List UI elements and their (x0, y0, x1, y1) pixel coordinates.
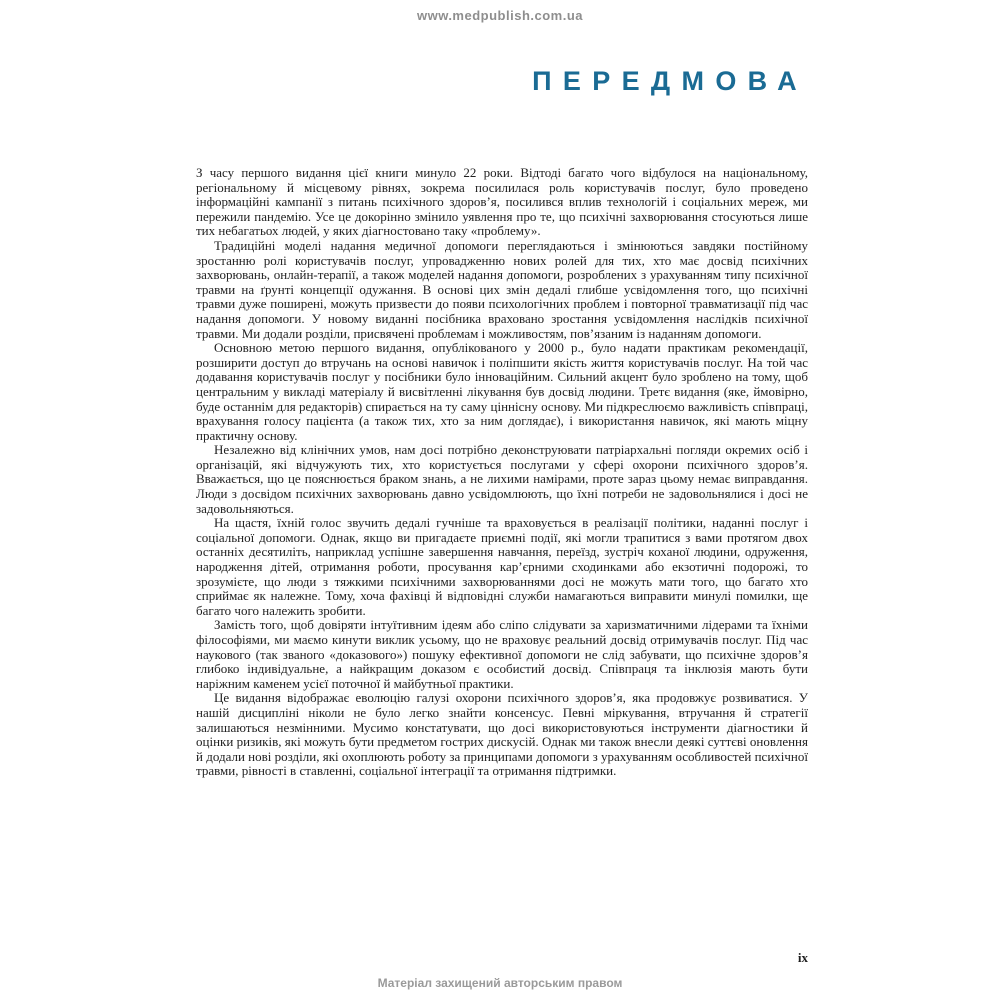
copyright-notice: Матеріал захищений авторським правом (377, 976, 623, 990)
preface-body (196, 166, 808, 779)
paragraph: З часу першого видання цієї книги минуло 22 роки. Відтоді багато чого відбулося на національному, регіональному й місцевому рівнях, зокрема посилилася роль користувачів послуг, було проведено інформаційні кампанії з питань психічного здоров’я, посилився вплив технологій і соціальних мереж, ми пережили пандемію. Усе це докорінно змінило уявлення про те, що психічні захворювання стосуються лише тих небагатьох людей, у яких діагностовано таку «проблему». (196, 165, 808, 239)
publisher-url: www.medpublish.com.ua (416, 8, 584, 23)
page-number: ix (797, 950, 808, 965)
paragraph: На щастя, їхній голос звучить дедалі гучніше та враховується в реалізації політики, наданні послуг і соціальної допомоги. Однак, якщо ви пригадаєте приємні події, які могли трапитися з вами протягом двох останніх десятиліть, наприклад успішне завершення навчання, переїзд, зустріч коханої людини, одруження, народження дітей, отримання роботи, просування кар’єрними сходинками або екзотичні подорожі, то зрозумієте, що люди з тяжкими психічними захворюваннями досі не можуть мати того, що багато хто сприймає як належне. Тому, хоча фахівці й відповідні служби намагаються виправити минулі помилки, ще багато чого належить зробити. (196, 515, 808, 618)
paragraph: Основною метою першого видання, опублікованого у 2000 р., було надати практикам рекомендації, розширити доступ до втручань на основі навичок і поліпшити якість життя користувачів послуг. На той час додавання користувачів послуг у посібники було інноваційним. Сильний акцент було зроблено на тому, щоб центральним у викладі матеріалу й висвітленні лікування був досвід людини. Третє видання (яке, ймовірно, буде останнім для редакторів) спирається на ту саму ціннісну основу. Ми підкреслюємо важливість співпраці, врахування голосу пацієнта (а також тих, хто за ним доглядає), і використання навичок, які мають міцну практичну основу. (196, 340, 808, 443)
paragraph: Традиційні моделі надання медичної допомоги переглядаються і змінюються завдяки постійному зростанню ролі користувачів послуг, упровадженню нових ролей для тих, хто має досвід психічних захворювань, онлайн-терапії, а також моделей надання допомоги, розроблених з урахуванням типу психічної травми на ґрунті концепції одужання. В основі цих змін дедалі глибше усвідомлення того, що психічні травми дуже поширені, можуть призвести до появи психологічних проблем і повторної травматизації під час надання допомоги. У новому виданні посібника враховано зростання усвідомлення наслідків психічної травми. Ми додали розділи, присвячені проблемам і можливостям, пов’язаним із наданням допомоги. (196, 237, 808, 341)
paragraph: Це видання відображає еволюцію галузі охорони психічного здоров’я, яка продовжує розвиватися. У нашій дисципліні ніколи не було легко знайти консенсус. Певні міркування, втручання й стратегії залишаються незмінними. Мусимо констатувати, що досі використовуються інструменти діагностики й оцінки ризиків, які можуть бути предметом гострих дискусій. Однак ми також внесли деякі суттєві оновлення й додали нові розділи, які охоплюють роботу за принципами допомоги з урахуванням особливостей психічної травми, рівності в ставленні, соціальної інтеграції та отримання підтримки. (196, 690, 808, 779)
paragraph: Замість того, щоб довіряти інтуїтивним ідеям або сліпо слідувати за харизматичними лідерами та їхніми філософіями, ми маємо кинути виклик усьому, що не враховує реальний досвід отримувачів послуг. Під час наукового (так званого «доказового») пошуку ефективної допомоги не слід забувати, що психічне здоров’я глибоко індивідуальне, а найкращим доказом є особистий досвід. Співпраця та інклюзія мають бути наріжним каменем усієї поточної й майбутньої практики. (196, 617, 808, 691)
paragraph: Незалежно від клінічних умов, нам досі потрібно деконструювати патріархальні погляди окремих осіб і організацій, які відчужують тих, хто користується послугами у сфері охорони психічного здоров’я. Вважається, що це пояснюється браком знань, а не лихими намірами, проте зараз цьому немає виправдання. Люди з досвідом психічних захворювань давно усвідомлюють, що їхні потреби не задовольнялися і досі не задовольняються. (196, 442, 808, 516)
page-title: ПЕРЕДМОВА (532, 66, 808, 96)
